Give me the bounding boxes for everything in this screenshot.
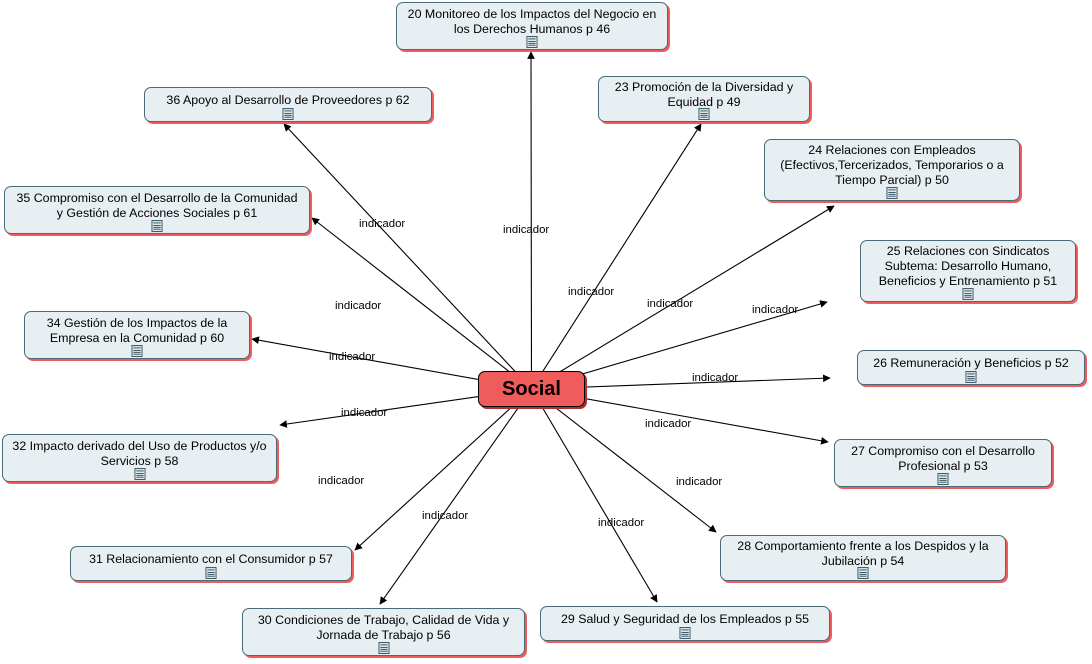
- topic-node-n31[interactable]: [70, 546, 352, 581]
- topic-node-n29[interactable]: [540, 606, 830, 641]
- topic-node-label: 34 Gestión de los Impactos de la Empresa en la Comunidad p 60: [46, 315, 228, 345]
- edge-label-n28: indicador: [676, 476, 723, 488]
- document-icon: [527, 36, 538, 48]
- topic-node-n23[interactable]: [598, 76, 810, 122]
- topic-node-n25[interactable]: [860, 240, 1076, 302]
- document-icon: [858, 567, 869, 579]
- document-icon: [152, 220, 163, 232]
- edge-to-n29: [532, 389, 658, 602]
- edge-to-n30: [380, 389, 532, 604]
- edge-label-n34: indicador: [329, 351, 376, 363]
- edge-label-n32: indicador: [341, 407, 388, 419]
- edge-to-n23: [532, 124, 702, 389]
- topic-node-label: 35 Compromiso con el Desarrollo de la Comunidad y Gestión de Acciones Sociales p 61: [16, 190, 298, 220]
- edge-label-n35: indicador: [335, 300, 382, 312]
- topic-node-label: 26 Remuneración y Beneficios p 52: [873, 355, 1069, 370]
- document-icon: [699, 108, 710, 120]
- topic-node-n20[interactable]: [396, 2, 668, 50]
- edge-label-n31: indicador: [318, 475, 365, 487]
- edge-to-n20: [531, 52, 532, 389]
- document-icon: [680, 627, 691, 639]
- edge-to-n36: [284, 124, 532, 389]
- topic-node-label: 36 Apoyo al Desarrollo de Proveedores p 62: [166, 92, 410, 107]
- topic-node-n30[interactable]: [242, 608, 525, 656]
- document-icon: [887, 187, 898, 199]
- topic-node-label: 23 Promoción de la Diversidad y Equidad p 49: [614, 79, 794, 109]
- document-icon: [378, 642, 389, 654]
- topic-node-n27[interactable]: [834, 439, 1052, 487]
- edge-label-n24: indicador: [647, 298, 694, 310]
- edge-label-n30: indicador: [422, 510, 469, 522]
- topic-node-label: 31 Relacionamiento con el Consumidor p 57: [89, 551, 333, 566]
- topic-node-n26[interactable]: [857, 350, 1085, 385]
- edge-label-n29: indicador: [598, 517, 645, 529]
- topic-node-label: 25 Relaciones con Sindicatos Subtema: Desarrollo Humano, Beneficios y Entrenamiento p 51: [878, 244, 1058, 288]
- edge-label-n20: indicador: [503, 224, 550, 236]
- center-node-social[interactable]: [478, 371, 585, 407]
- document-icon: [963, 288, 974, 300]
- document-icon: [134, 468, 145, 480]
- topic-node-n34[interactable]: [24, 311, 250, 359]
- edge-label-n36: indicador: [359, 218, 406, 230]
- topic-node-label: 27 Compromiso con el Desarrollo Profesional p 53: [851, 443, 1035, 473]
- edge-label-n25: indicador: [752, 304, 799, 316]
- edge-label-n27: indicador: [645, 418, 692, 430]
- topic-node-label: 32 Impacto derivado del Uso de Productos y/o Servicios p 58: [12, 438, 267, 468]
- document-icon: [283, 108, 294, 120]
- topic-node-n32[interactable]: [2, 434, 277, 482]
- topic-node-label: 24 Relaciones con Empleados (Efectivos,Tercerizados, Temporarios o a Tiempo Parcial) p 50: [780, 143, 1004, 187]
- document-icon: [206, 567, 217, 579]
- document-icon: [966, 371, 977, 383]
- topic-node-label: 28 Comportamiento frente a los Despidos y la Jubilación p 54: [737, 538, 989, 568]
- edge-label-n23: indicador: [568, 286, 615, 298]
- topic-node-n36[interactable]: [144, 87, 432, 122]
- center-node-label: Social: [502, 377, 561, 400]
- edge-to-n28: [532, 389, 717, 532]
- document-icon: [132, 345, 143, 357]
- topic-node-n24[interactable]: [764, 139, 1020, 201]
- document-icon: [938, 473, 949, 485]
- topic-node-label: 29 Salud y Seguridad de los Empleados p 55: [561, 611, 809, 626]
- topic-node-label: 30 Condiciones de Trabajo, Calidad de Vida y Jornada de Trabajo p 56: [257, 612, 510, 642]
- topic-node-label: 20 Monitoreo de los Impactos del Negocio en los Derechos Humanos p 46: [407, 6, 657, 36]
- topic-node-n35[interactable]: [4, 186, 310, 234]
- topic-node-n28[interactable]: [720, 535, 1006, 581]
- edge-label-n26: indicador: [692, 372, 739, 384]
